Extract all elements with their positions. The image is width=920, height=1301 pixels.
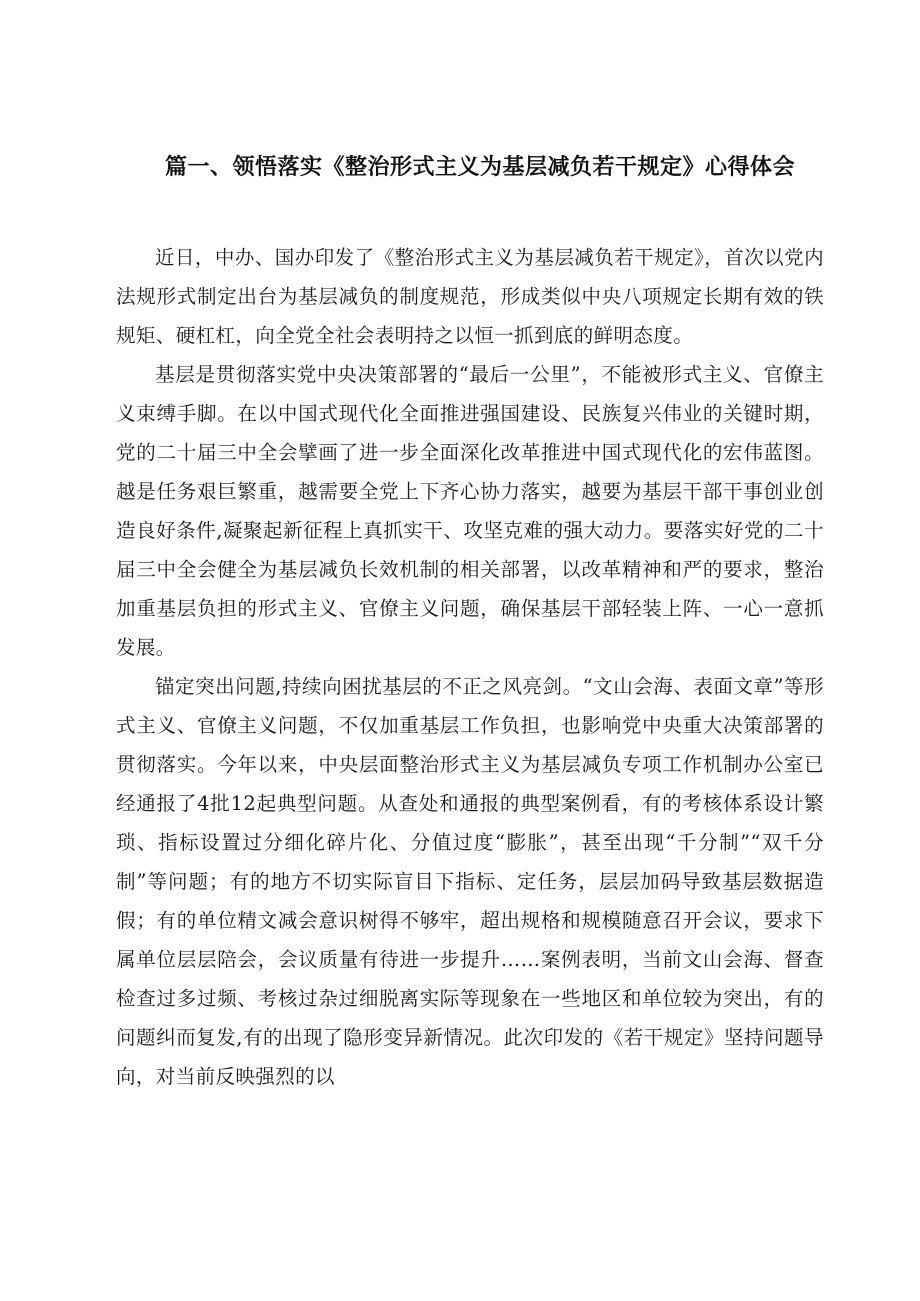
paragraph: 锚定突出问题,持续向困扰基层的不正之风亮剑。“文山会海、表面文章”等形式主义、官僚主义问题，不仅加重基层工作负担，也影响党中央重大决策部署的贯彻落实。今年以来，中央层面整治形式主义为基层减负专项工作机制办公室已经通报了4批12起典型问题。从查处和通报的典型案例看，有的考核体系设计繁琐、指标设置过分细化碎片化、分值过度“膨胀”，甚至出现“千分制”“双千分制”等问题；有的地方不切实际盲目下指标、定任务，层层加码导致基层数据造假；有的单位精文减会意识树得不够牢，超出规格和规模随意召开会议，要求下属单位层层陪会，会议质量有待进一步提升……案例表明，当前文山会海、督查检查过多过频、考核过杂过细脱离实际等现象在一些地区和单位较为突出，有的问题纠而复发,有的出现了隐形变异新情况。此次印发的《若干规定》坚持问题导向，对当前反映强烈的以 — [116, 675, 824, 1088]
document-body — [116, 238, 824, 1096]
paragraph: 近日，中办、国办印发了《整治形式主义为基层减负若干规定》，首次以党内法规形式制定出台为基层减负的制度规范，形成类似中央八项规定长期有效的铁规矩、硬杠杠，向全党全社会表明持之以恒一抓到底的鲜明态度。 — [116, 246, 824, 347]
document-title: 篇一、领悟落实《整治形式主义为基层减负若干规定》心得体会 — [164, 155, 795, 180]
paragraph: 基层是贯彻落实党中央决策部署的“最后一公里”，不能被形式主义、官僚主义束缚手脚。在以中国式现代化全面推进强国建设、民族复兴伟业的关键时期，党的二十届三中全会擘画了进一步全面深化改革推进中国式现代化的宏伟蓝图。越是任务艰巨繁重，越需要全党上下齐心协力落实，越要为基层干部干事创业创造良好条件,凝聚起新征程上真抓实干、攻坚克难的强大动力。要落实好党的二十届三中全会健全为基层减负长效机制的相关部署，以改革精神和严的要求，整治加重基层负担的形式主义、官僚主义问题，确保基层干部轻装上阵、一心一意抓发展。 — [116, 363, 824, 659]
